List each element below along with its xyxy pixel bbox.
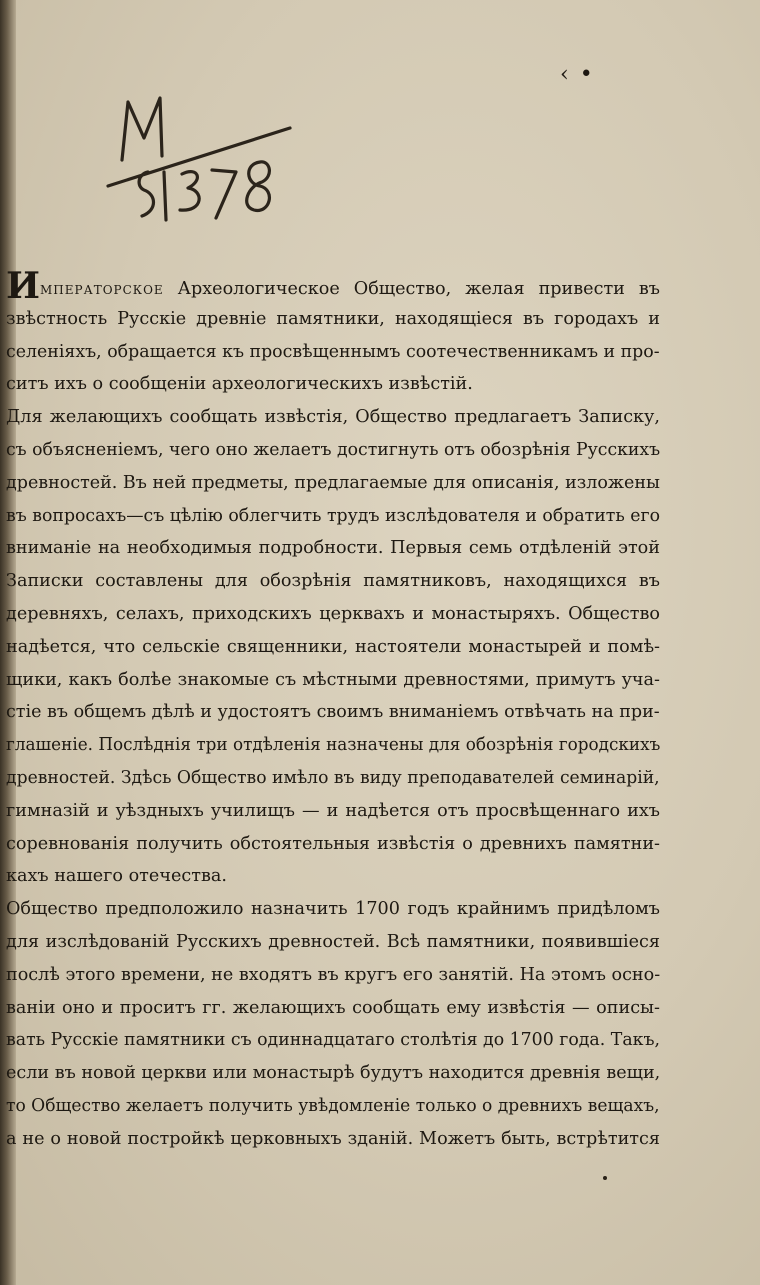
text-run: Общество предположило назначить 1700 годъ крайнимъ придѣломъ	[6, 899, 660, 920]
text-run: Записки составлены для обозрѣнія памятниковъ, находящихся въ	[6, 571, 660, 592]
text-run: въ вопросахъ—съ цѣлію облегчить трудъ изслѣдователя и обратить его	[6, 505, 660, 526]
text-line	[6, 467, 660, 500]
text-run: деревняхъ, селахъ, приходскихъ церквахъ и монастыряхъ. Общество	[6, 603, 660, 624]
text-line	[6, 303, 660, 336]
text-run: щики, какъ болѣе знакомые съ мѣстными древностями, примутъ уча-	[6, 669, 660, 690]
text-line	[6, 729, 660, 762]
text-line	[6, 1024, 660, 1057]
text-line	[6, 893, 660, 926]
text-line	[6, 959, 660, 992]
text-line	[6, 336, 660, 369]
text-line	[6, 762, 660, 795]
handwritten-shelfmark	[100, 90, 320, 240]
text-line	[6, 860, 660, 893]
text-line	[6, 828, 660, 861]
text-run: стіе въ общемъ дѣлѣ и удостоятъ своимъ вниманіемъ отвѣчать на при-	[6, 702, 660, 723]
text-run: звѣстность Русскіе древніе памятники, находящіеся въ городахъ и	[6, 308, 660, 329]
text-line	[6, 500, 660, 533]
text-run: а не о новой постройкѣ церковныхъ зданій. Можетъ быть, встрѣтится	[6, 1128, 660, 1149]
text-line	[6, 696, 660, 729]
text-run: съ объясненіемъ, чего оно желаетъ достигнуть отъ обозрѣнія Русскихъ	[6, 439, 660, 460]
text-run: древностей. Здѣсь Общество имѣло въ виду преподавателей семинарій,	[6, 767, 660, 788]
text-run: Для желающихъ сообщать извѣстія, Общество предлагаетъ Записку,	[6, 407, 660, 428]
text-line	[6, 1057, 660, 1090]
text-run: то Общество желаетъ получить увѣдомленіе только о древнихъ вещахъ,	[6, 1095, 660, 1116]
text-line	[6, 1090, 660, 1123]
text-line	[6, 926, 660, 959]
text-line	[6, 631, 660, 664]
text-run: кахъ нашего отечества.	[6, 866, 227, 887]
text-line	[6, 270, 660, 303]
text-line	[6, 992, 660, 1025]
letter-body	[6, 270, 660, 1156]
header-mark: ‹ •	[560, 62, 595, 87]
text-run: глашеніе. Послѣднія три отдѣленія назначены для обозрѣнія городскихъ	[6, 735, 660, 756]
text-line	[6, 401, 660, 434]
text-run: послѣ этого времени, не входятъ въ кругъ его занятій. На этомъ осно-	[6, 964, 660, 985]
text-run: Археологическое Общество, желая привести въ	[163, 279, 660, 299]
text-line	[6, 565, 660, 598]
text-run: вать Русскіе памятники съ одиннадцатаго столѣтія до 1700 года. Такъ,	[6, 1030, 660, 1051]
text-run: гимназій и уѣздныхъ училищъ — и надѣется отъ просвѣщеннаго ихъ	[6, 800, 660, 821]
ink-speck	[603, 1176, 607, 1180]
text-line	[6, 1123, 660, 1156]
text-line	[6, 598, 660, 631]
text-line	[6, 532, 660, 565]
text-line	[6, 434, 660, 467]
text-run: надѣется, что сельскіе священники, настоятели монастырей и помѣ-	[6, 636, 660, 657]
text-line	[6, 664, 660, 697]
text-run: древностей. Въ ней предметы, предлагаемые для описанія, изложены	[6, 472, 660, 493]
text-line	[6, 368, 660, 401]
text-run: вниманіе на необходимыя подробности. Первыя семь отдѣленій этой	[6, 538, 660, 559]
text-run: соревнованія получить обстоятельныя извѣстія о древнихъ памятни-	[6, 833, 660, 854]
text-run: если въ новой церкви или монастырѣ будутъ находится древнія вещи,	[6, 1063, 660, 1084]
text-run: селеніяхъ, обращается къ просвѣщеннымъ соотечественникамъ и про-	[6, 341, 660, 362]
text-run: ситъ ихъ о сообщеніи археологическихъ извѣстій.	[6, 374, 473, 395]
text-line	[6, 795, 660, 828]
text-smallcaps: мператорское	[40, 279, 164, 299]
text-run: ваніи оно и проситъ гг. желающихъ сообщать ему извѣстія — описы-	[6, 997, 660, 1018]
drop-cap: И	[6, 270, 41, 303]
text-run: для изслѣдованій Русскихъ древностей. Всѣ памятники, появившіеся	[6, 931, 660, 952]
